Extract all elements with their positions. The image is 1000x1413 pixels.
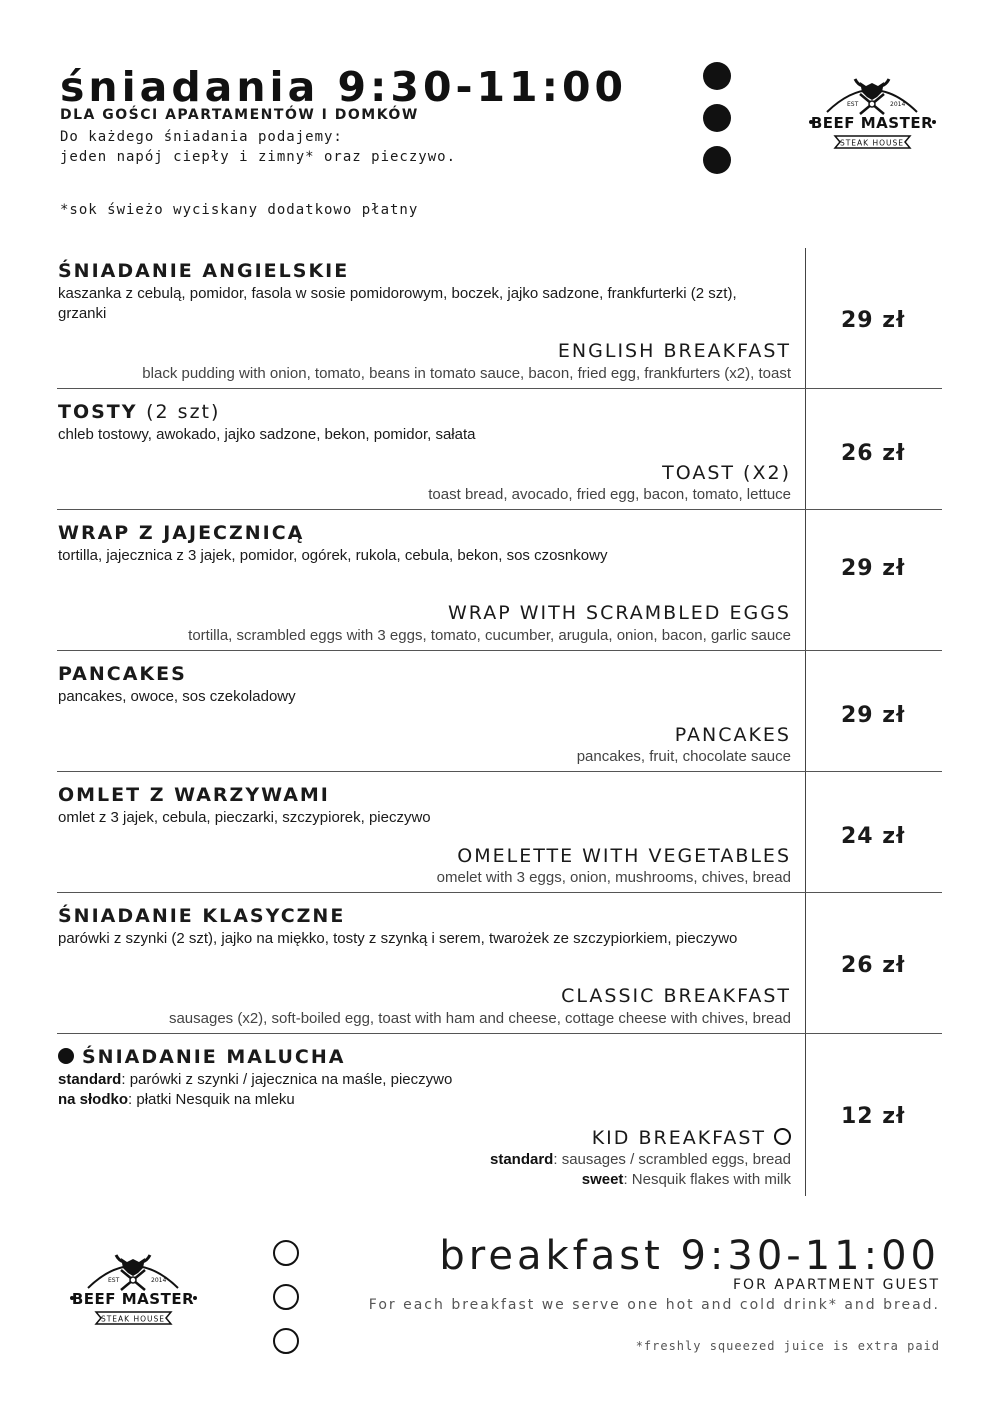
page-subtitle-en: FOR APARTMENT GUEST [733, 1277, 940, 1293]
juice-note: *sok świeżo wyciskany dodatkowo płatny [60, 202, 419, 218]
decorative-dots [273, 1240, 299, 1372]
juice-note-en: *freshly squeezed juice is extra paid [635, 1339, 940, 1353]
option-label: sweet [581, 1171, 624, 1188]
item-name-pl [58, 401, 220, 423]
item-desc-en: pancakes, fruit, chocolate sauce [576, 748, 791, 765]
item-desc-pl: pancakes, owoce, sos czekoladowy [58, 688, 296, 705]
item-name-en: ENGLISH BREAKFAST [557, 340, 791, 362]
option-label: na słodko [58, 1091, 129, 1108]
item-price: 29 zł [841, 308, 906, 333]
item-name-pl: ŚNIADANIE KLASYCZNE [58, 905, 346, 927]
intro-line: Do każdego śniadania podajemy: [60, 129, 343, 145]
item-desc-en: omelet with 3 eggs, onion, mushrooms, chives, bread [436, 869, 791, 886]
hollow-dot-icon [273, 1240, 299, 1266]
logo-est: EST [108, 1277, 120, 1284]
item-price: 26 zł [841, 441, 906, 466]
item-name-pl: PANCAKES [58, 663, 187, 685]
filled-dot-icon [58, 1048, 74, 1064]
page-subtitle: DLA GOŚCI APARTAMENTÓW I DOMKÓW [60, 107, 419, 123]
kid-option-standard-pl [58, 1070, 758, 1090]
option-text: : sausages / scrambled eggs, bread [553, 1151, 791, 1168]
item-desc-pl: omlet z 3 jajek, cebula, pieczarki, szczypiorek, pieczywo [58, 809, 431, 826]
item-desc-en [490, 1150, 791, 1190]
logo-name: BEEF MASTER [71, 1290, 195, 1308]
item-name-en: OMELETTE WITH VEGETABLES [457, 845, 791, 867]
logo-tagline: STEAK HOUSE [839, 138, 905, 148]
item-desc-pl: tortilla, jajecznica z 3 jajek, pomidor, ogórek, rukola, cebula, bekon, sos czosnkowy [58, 547, 608, 564]
item-desc-en: toast bread, avocado, fried egg, bacon, tomato, lettuce [428, 486, 791, 503]
item-price: 24 zł [841, 824, 906, 849]
intro-text-en: For each breakfast we serve one hot and cold drink* and bread. [368, 1297, 940, 1313]
beef-master-logo [805, 70, 940, 164]
option-label: standard [490, 1151, 554, 1168]
intro-text [60, 127, 456, 167]
filled-dot-icon [703, 104, 731, 132]
item-desc-pl: parówki z szynki (2 szt), jajko na miękko, tosty z szynką i serem, twarożek ze szczypiorkiem, pieczywo [58, 930, 738, 947]
option-text: : Nesquik flakes with milk [623, 1171, 791, 1188]
logo-tagline: STEAK HOUSE [100, 1314, 166, 1324]
filled-dot-icon [703, 62, 731, 90]
item-name-pl: OMLET Z WARZYWAMI [58, 784, 330, 806]
menu-item [57, 651, 942, 772]
item-name-en: WRAP WITH SCRAMBLED EGGS [448, 602, 791, 624]
page-title: śniadania 9:30-11:00 [60, 63, 628, 111]
logo-est: EST [847, 101, 859, 108]
breakfast-menu [0, 248, 1000, 1194]
menu-item [57, 248, 942, 389]
kid-option-sweet-en [490, 1170, 791, 1190]
item-name-pl [58, 1046, 345, 1068]
logo-year: 2014 [890, 101, 906, 108]
kid-option-standard-en [490, 1150, 791, 1170]
item-name-pl-text: ŚNIADANIE MALUCHA [82, 1046, 346, 1068]
item-price: 29 zł [841, 556, 906, 581]
item-price: 29 zł [841, 703, 906, 728]
item-name-en: CLASSIC BREAKFAST [561, 985, 791, 1007]
option-text: : płatki Nesquik na mleku [128, 1091, 295, 1108]
menu-item [57, 772, 942, 893]
hollow-dot-icon [273, 1328, 299, 1354]
hollow-dot-icon [273, 1284, 299, 1310]
item-price: 12 zł [841, 1104, 906, 1129]
item-desc-en: sausages (x2), soft-boiled egg, toast with ham and cheese, cottage cheese with chives, bread [168, 1010, 791, 1027]
intro-line: jeden napój ciepły i zimny* oraz pieczywo. [60, 149, 457, 165]
option-label: standard [58, 1071, 122, 1088]
hollow-dot-icon [774, 1128, 791, 1145]
bull-head-icon [66, 1246, 201, 1336]
item-desc-pl: kaszanka z cebulą, pomidor, fasola w sosie pomidorowym, boczek, jajko sadzone, frankfurterki (2 szt), grzanki [58, 285, 737, 322]
item-name-en-text: KID BREAKFAST [591, 1127, 766, 1149]
menu-item [57, 510, 942, 651]
item-desc-en: black pudding with onion, tomato, beans in tomato sauce, bacon, fried egg, frankfurters (x2), toast [142, 365, 791, 382]
page-title-en: breakfast 9:30-11:00 [439, 1233, 940, 1279]
item-desc-pl [58, 1070, 758, 1110]
item-name-en [592, 1127, 791, 1149]
menu-item [57, 389, 942, 510]
kid-option-sweet-pl [58, 1090, 758, 1110]
item-desc-pl: chleb tostowy, awokado, jajko sadzone, bekon, pomidor, sałata [58, 426, 476, 443]
menu-item [57, 1034, 942, 1194]
decorative-dots [703, 62, 731, 188]
item-name-en: PANCAKES [674, 724, 791, 746]
menu-item [57, 893, 942, 1034]
beef-master-logo [66, 1246, 201, 1340]
bull-head-icon [805, 70, 940, 160]
filled-dot-icon [703, 146, 731, 174]
logo-name: BEEF MASTER [810, 114, 934, 132]
item-price: 26 zł [841, 953, 906, 978]
item-desc-en: tortilla, scrambled eggs with 3 eggs, tomato, cucumber, arugula, onion, bacon, garlic sauce [188, 627, 791, 644]
item-name-pl: WRAP Z JAJECZNICĄ [58, 522, 305, 544]
logo-year: 2014 [151, 1277, 167, 1284]
item-name-pl-extra: (2 szt) [146, 401, 221, 423]
option-text: : parówki z szynki / jajecznica na maśle, pieczywo [121, 1071, 453, 1088]
item-name-en: TOAST (X2) [662, 462, 791, 484]
item-name-pl: ŚNIADANIE ANGIELSKIE [58, 260, 350, 282]
item-name-pl-main: TOSTY [58, 401, 138, 423]
